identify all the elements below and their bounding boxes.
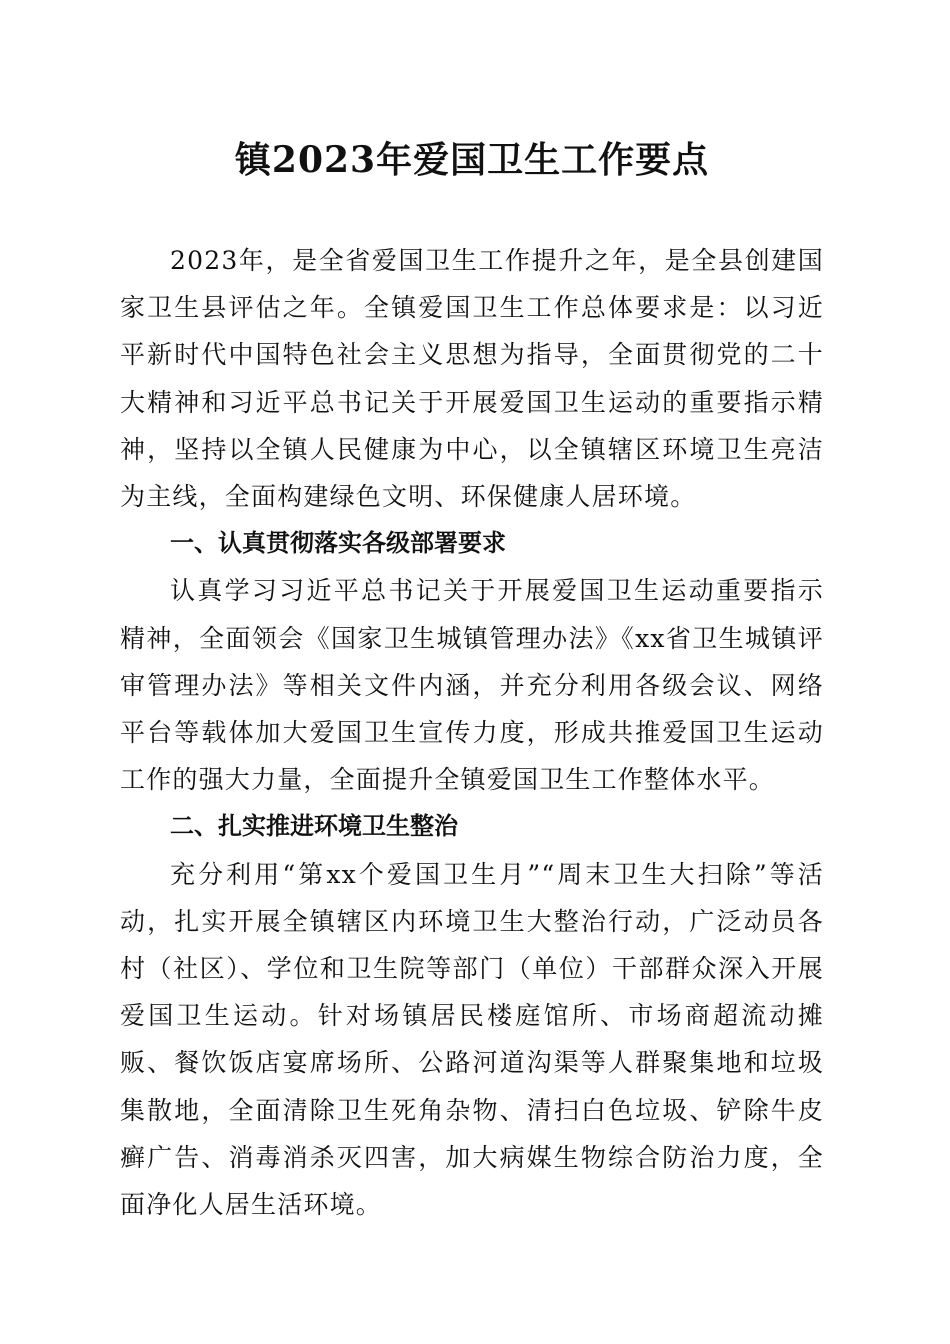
intro-paragraph: 2023年，是全省爱国卫生工作提升之年，是全县创建国家卫生县评估之年。全镇爱国卫生工作总体要求是：以习近平新时代中国特色社会主义思想为指导，全面贯彻党的二十大精神和习近平总书记关于开展爱国卫生运动的重要指示精神，坚持以全镇人民健康为中心，以全镇辖区环境卫生亮洁为主线，全面构建绿色文明、环保健康人居环境。 xyxy=(120,246,824,512)
section-1-heading: 一、认真贯彻落实各级部署要求 xyxy=(170,529,506,558)
section-1 xyxy=(120,520,824,803)
document-page xyxy=(120,138,824,1228)
document-title: 镇2023年爱国卫生工作要点 xyxy=(234,139,710,181)
section-2-body: 充分利用“第xx个爱国卫生月”“周末卫生大扫除”等活动，扎实开展全镇辖区内环境卫生大整治行动，广泛动员各村（社区）、学位和卫生院等部门（单位）干部群众深入开展爱国卫生运动。针对场镇居民楼庭馆所、市场商超流动摊贩、餐饮饭店宴席场所、公路河道沟渠等人群聚集地和垃圾集散地，全面清除卫生死角杂物、清扫白色垃圾、铲除牛皮癣广告、消毒消杀灭四害，加大病媒生物综合防治力度，全面净化人居生活环境。 xyxy=(120,859,824,1220)
section-2-heading: 二、扎实推进环境卫生整治 xyxy=(170,812,458,841)
section-2 xyxy=(120,803,824,1228)
section-1-body: 认真学习习近平总书记关于开展爱国卫生运动重要指示精神，全面领会《国家卫生城镇管理办法》《xx省卫生城镇评审管理办法》等相关文件内涵，并充分利用各级会议、网络平台等载体加大爱国卫生宣传力度，形成共推爱国卫生运动工作的强大力量，全面提升全镇爱国卫生工作整体水平。 xyxy=(120,576,824,795)
